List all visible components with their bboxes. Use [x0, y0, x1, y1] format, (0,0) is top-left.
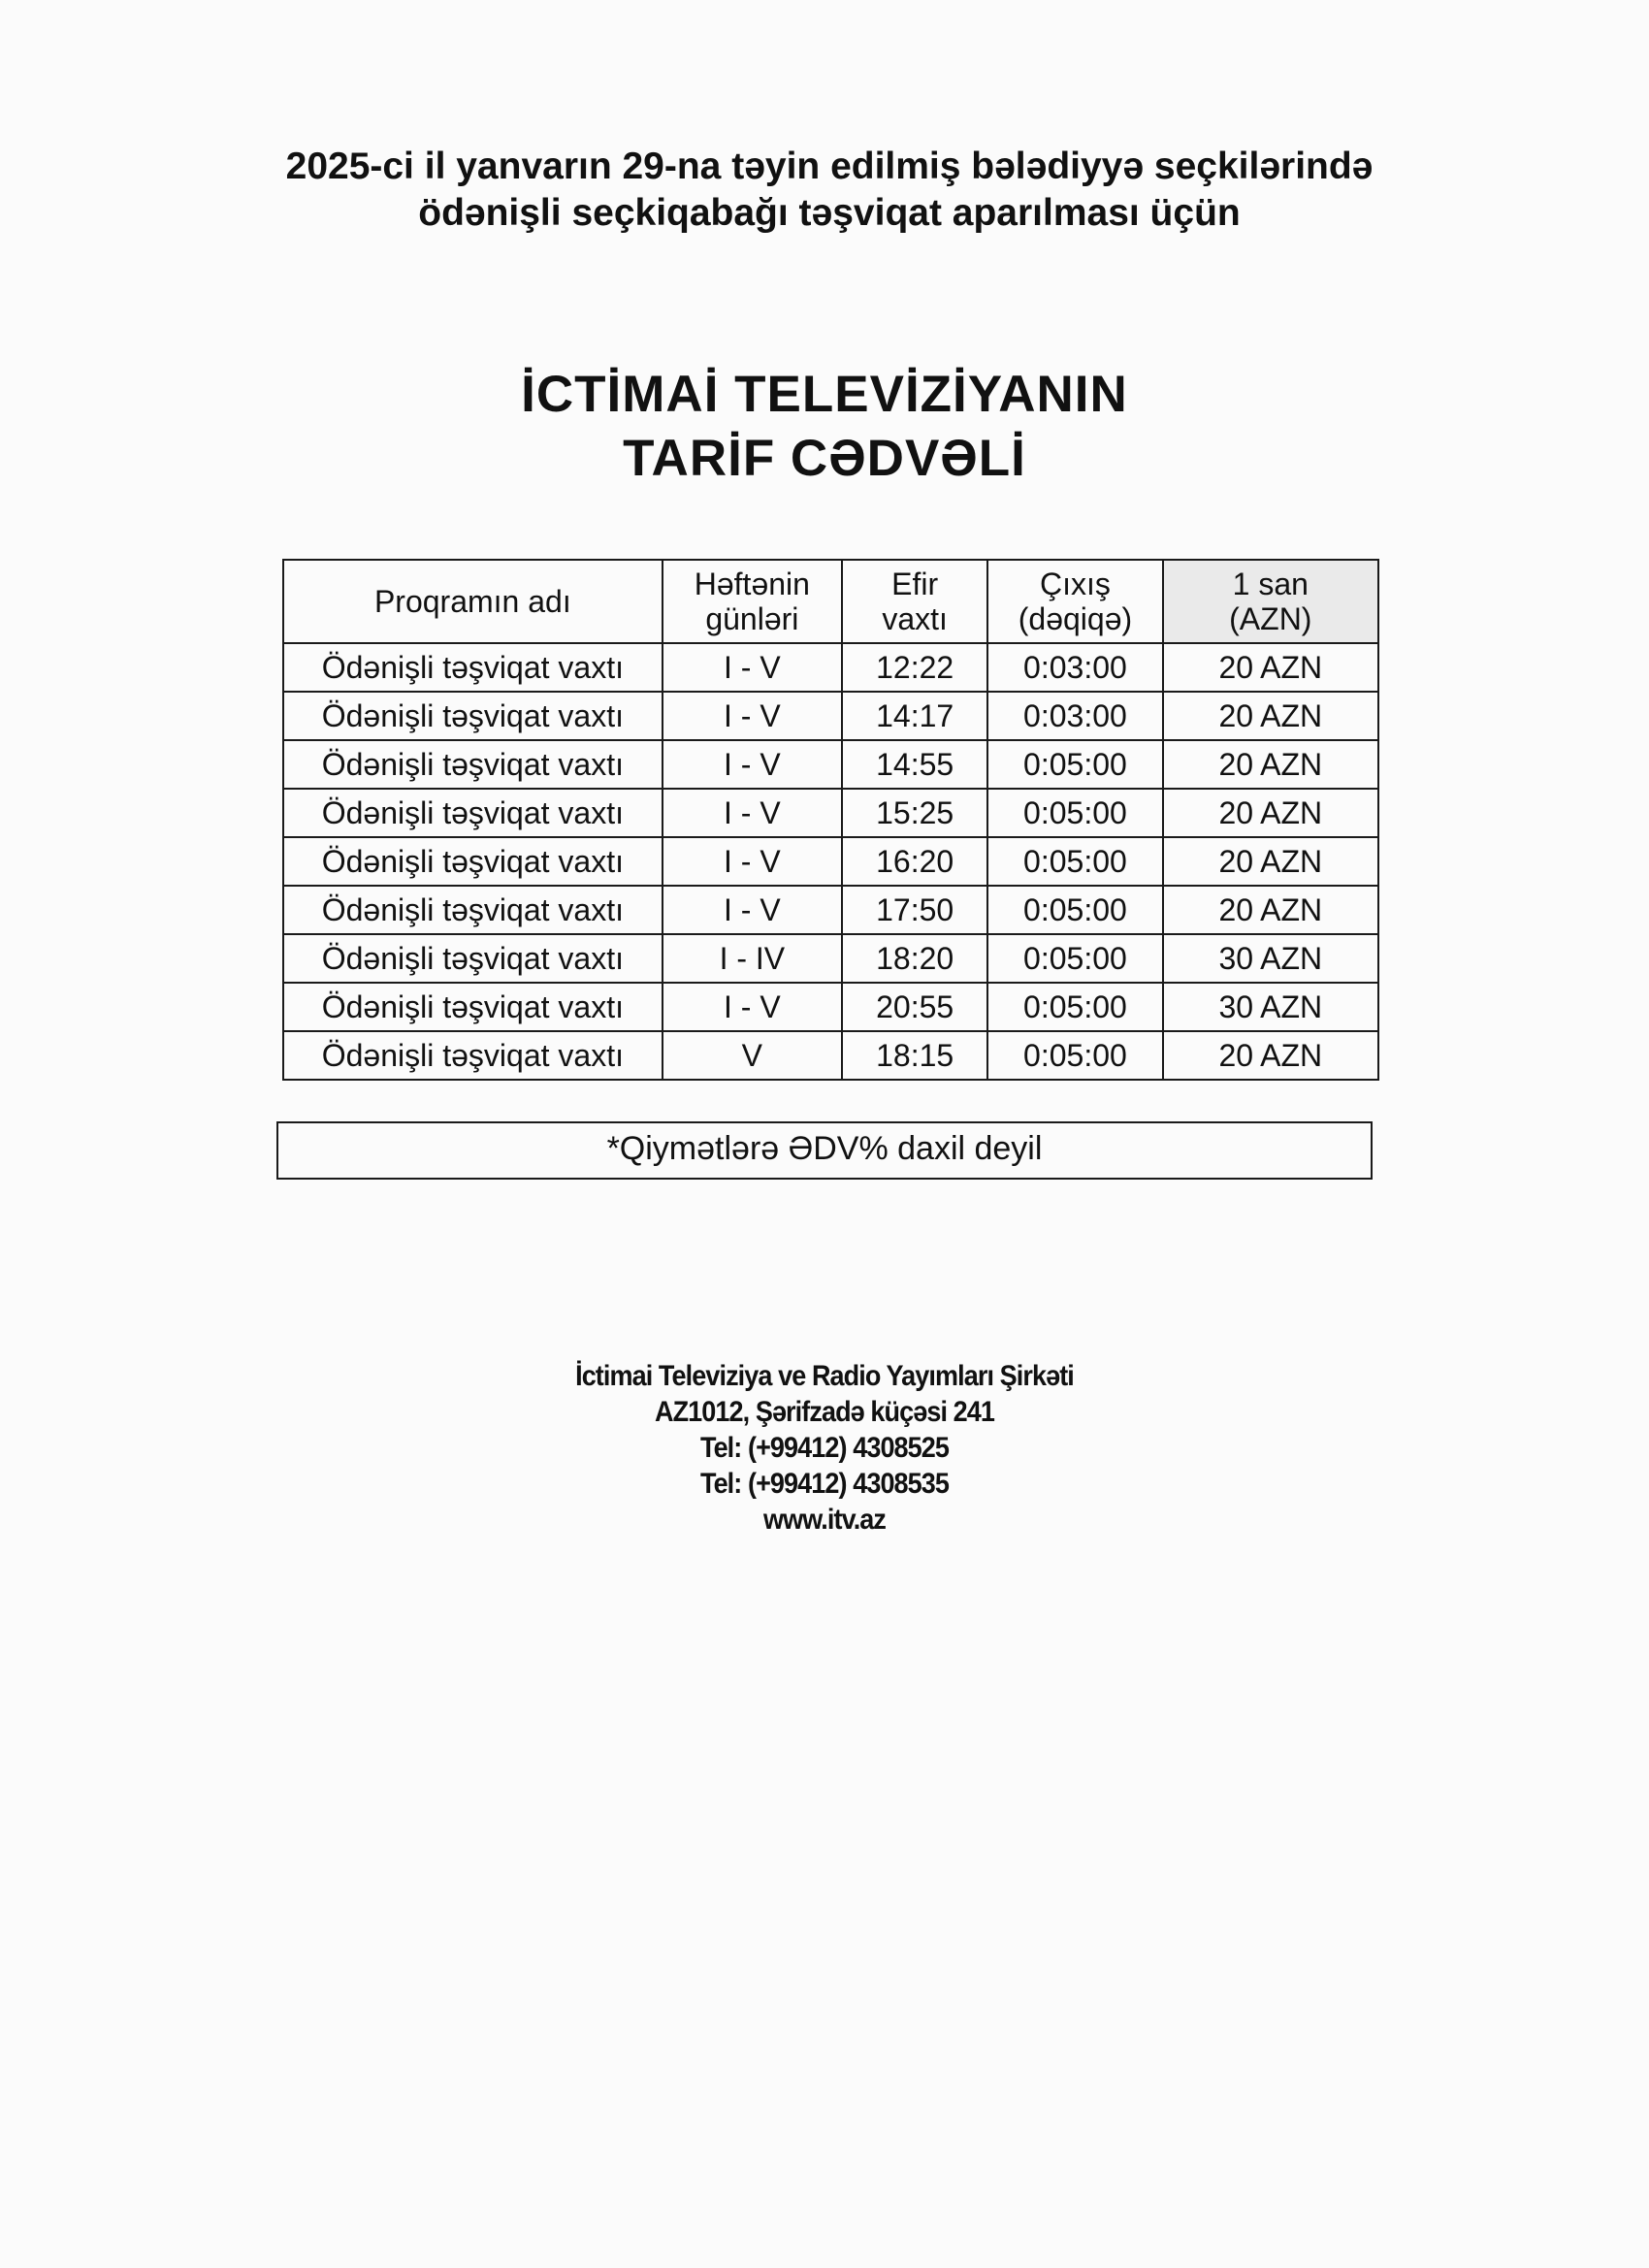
header-price-line-1: 1 san: [1232, 567, 1309, 601]
cell-price: 20 AZN: [1163, 1031, 1378, 1080]
header-days-line-1: Həftənin: [694, 567, 810, 601]
document-intro: [0, 144, 1649, 237]
cell-program: Ödənişli təşviqat vaxtı: [283, 1031, 663, 1080]
cell-duration: 0:05:00: [987, 789, 1162, 837]
footer-phone-2: Tel: (+99412) 4308535: [699, 1468, 950, 1500]
cell-time: 18:20: [842, 934, 987, 983]
cell-time: 17:50: [842, 886, 987, 934]
cell-duration: 0:03:00: [987, 692, 1162, 740]
header-time-line-2: vaxtı: [882, 601, 948, 636]
table-row: [283, 1031, 1378, 1080]
title-line-1: İCTİMAİ TELEVİZİYANIN: [521, 366, 1128, 423]
table-row: [283, 643, 1378, 692]
table-row: [283, 837, 1378, 886]
cell-duration: 0:05:00: [987, 886, 1162, 934]
title-line-2: TARİF CƏDVƏLİ: [623, 430, 1026, 487]
cell-time: 12:22: [842, 643, 987, 692]
cell-days: I - V: [663, 740, 842, 789]
cell-days: I - V: [663, 886, 842, 934]
cell-duration: 0:05:00: [987, 837, 1162, 886]
header-program: [283, 560, 663, 643]
cell-time: 20:55: [842, 983, 987, 1031]
cell-price: 20 AZN: [1163, 692, 1378, 740]
cell-time: 14:55: [842, 740, 987, 789]
header-days-line-2: günləri: [705, 601, 799, 636]
cell-time: 15:25: [842, 789, 987, 837]
cell-duration: 0:03:00: [987, 643, 1162, 692]
table-header-row: [283, 560, 1378, 643]
document-title: [0, 363, 1649, 491]
header-duration-line-1: Çıxış: [1039, 567, 1111, 601]
intro-line-1: 2025-ci il yanvarın 29-na təyin edilmiş bələdiyyə seçkilərində: [285, 146, 1374, 187]
cell-price: 20 AZN: [1163, 837, 1378, 886]
footer-website: www.itv.az: [762, 1504, 887, 1536]
cell-price: 20 AZN: [1163, 789, 1378, 837]
cell-program: Ödənişli təşviqat vaxtı: [283, 692, 663, 740]
cell-time: 16:20: [842, 837, 987, 886]
footer-phone-1: Tel: (+99412) 4308525: [699, 1432, 950, 1464]
header-price-line-2: (AZN): [1229, 601, 1312, 636]
table-row: [283, 934, 1378, 983]
vat-note: *Qiymətlərə ƏDV% daxil deyil: [276, 1121, 1373, 1180]
cell-days: I - V: [663, 837, 842, 886]
cell-duration: 0:05:00: [987, 1031, 1162, 1080]
header-duration: [987, 560, 1162, 643]
cell-days: I - V: [663, 643, 842, 692]
header-time: [842, 560, 987, 643]
table-row: [283, 886, 1378, 934]
footer-address: AZ1012, Şərifzadə küçəsi 241: [654, 1396, 995, 1428]
cell-days: I - V: [663, 692, 842, 740]
cell-days: I - V: [663, 789, 842, 837]
cell-time: 14:17: [842, 692, 987, 740]
cell-price: 20 AZN: [1163, 886, 1378, 934]
cell-program: Ödənişli təşviqat vaxtı: [283, 789, 663, 837]
cell-price: 30 AZN: [1163, 934, 1378, 983]
intro-line-2: ödənişli seçkiqabağı təşviqat aparılması üçün: [418, 192, 1241, 234]
table-row: [283, 789, 1378, 837]
header-price: [1163, 560, 1378, 643]
company-footer: [82, 1358, 1567, 1538]
cell-program: Ödənişli təşviqat vaxtı: [283, 983, 663, 1031]
header-duration-line-2: (dəqiqə): [1018, 601, 1133, 636]
cell-program: Ödənişli təşviqat vaxtı: [283, 740, 663, 789]
tariff-table: [282, 559, 1379, 1081]
header-time-line-1: Efir: [891, 567, 939, 601]
cell-price: 20 AZN: [1163, 740, 1378, 789]
cell-time: 18:15: [842, 1031, 987, 1080]
header-program-label: Proqramın adı: [373, 584, 571, 619]
cell-days: I - V: [663, 983, 842, 1031]
cell-price: 20 AZN: [1163, 643, 1378, 692]
cell-days: I - IV: [663, 934, 842, 983]
cell-program: Ödənişli təşviqat vaxtı: [283, 643, 663, 692]
table-row: [283, 983, 1378, 1031]
cell-duration: 0:05:00: [987, 934, 1162, 983]
table-row: [283, 740, 1378, 789]
header-days: [663, 560, 842, 643]
cell-price: 30 AZN: [1163, 983, 1378, 1031]
cell-duration: 0:05:00: [987, 740, 1162, 789]
footer-company: İctimai Televiziya ve Radio Yayımları Şirkəti: [575, 1360, 1074, 1392]
cell-duration: 0:05:00: [987, 983, 1162, 1031]
table-row: [283, 692, 1378, 740]
tariff-table-body: [283, 643, 1378, 1080]
cell-program: Ödənişli təşviqat vaxtı: [283, 934, 663, 983]
cell-program: Ödənişli təşviqat vaxtı: [283, 886, 663, 934]
cell-days: V: [663, 1031, 842, 1080]
cell-program: Ödənişli təşviqat vaxtı: [283, 837, 663, 886]
